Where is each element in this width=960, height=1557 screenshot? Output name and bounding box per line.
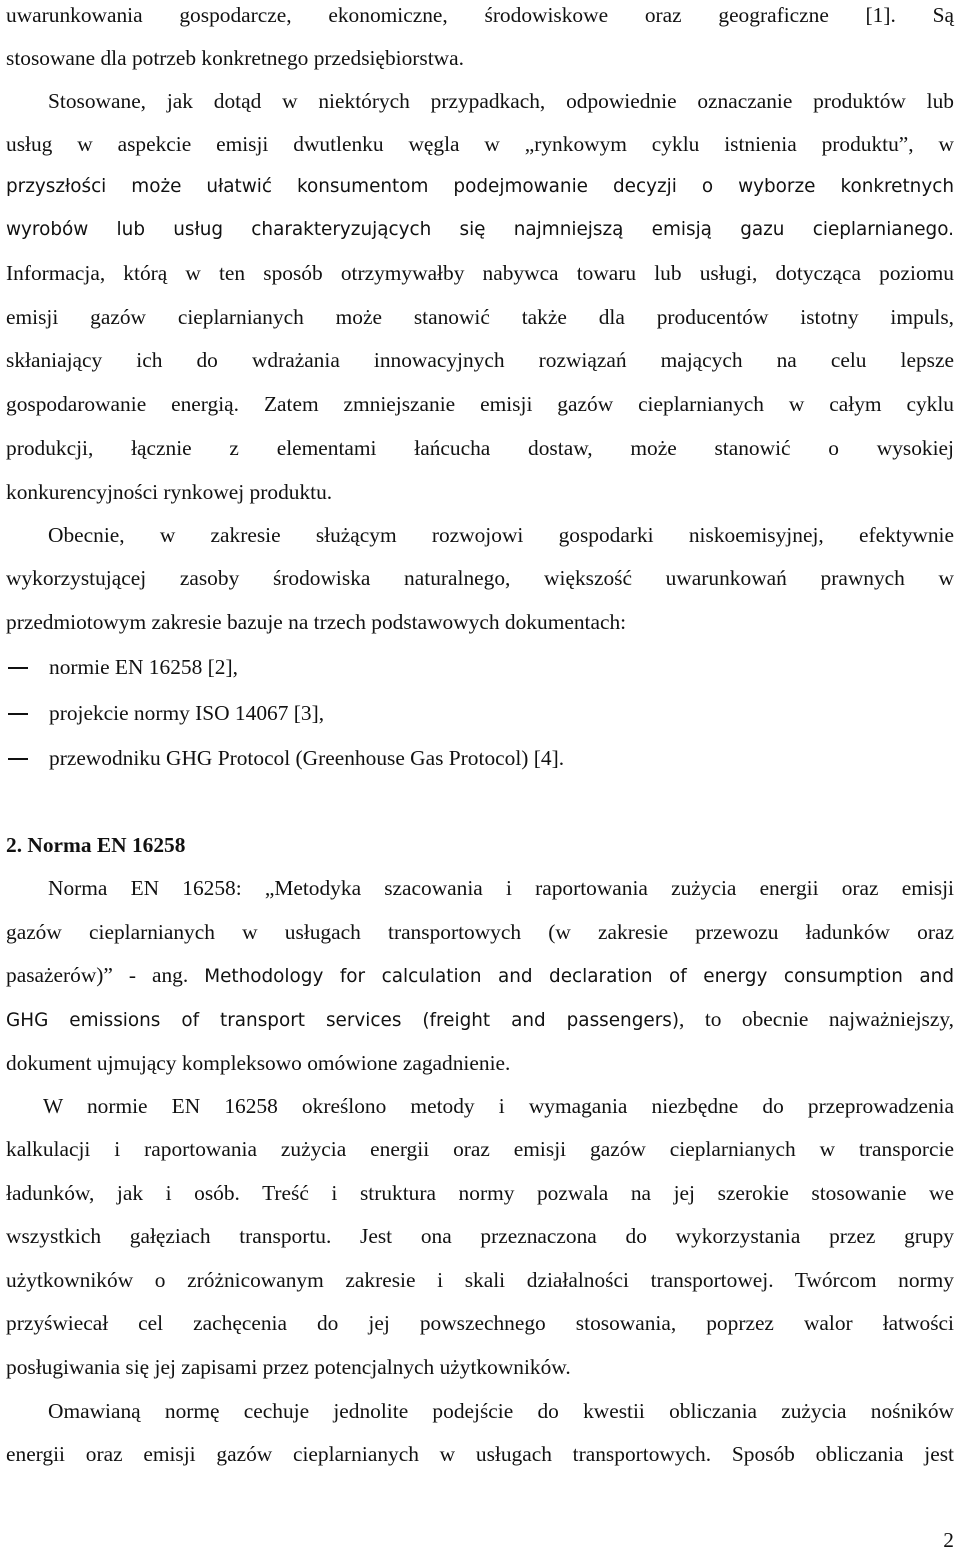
- text-line: [6, 960, 954, 992]
- text-line: przyświecał cel zachęcenia do jej powszechnego stosowania, poprzez walor łatwości: [6, 1311, 954, 1335]
- page-number: 2: [943, 1528, 954, 1552]
- text-segment: pasażerów)” - ang.: [6, 963, 205, 987]
- text-line: posługiwania się jej zapisami przez potencjalnych użytkowników.: [6, 1355, 571, 1379]
- text-line: emisji gazów cieplarnianych może stanowić także dla producentów istotny impuls,: [6, 305, 954, 329]
- text-line: dokument ujmujący kompleksowo omówione zagadnienie.: [6, 1051, 511, 1075]
- text-line: wykorzystującej zasoby środowiska naturalnego, większość uwarunkowań prawnych w: [6, 566, 954, 590]
- list-item-text: projekcie normy ISO 14067 [3],: [49, 701, 325, 725]
- text-line: wyrobów lub usług charakteryzujących się najmniejszą emisją gazu cieplarnianego.: [6, 219, 954, 240]
- dash-bullet-icon: [8, 713, 28, 715]
- text-line: Norma EN 16258: „Metodyka szacowania i raportowania zużycia energii oraz emisji: [48, 876, 954, 900]
- text-line: Omawianą normę cechuje jednolite podejście do kwestii obliczania zużycia nośników: [48, 1399, 954, 1423]
- text-segment: , to obecnie najważniejszy,: [679, 1007, 954, 1031]
- section-heading: 2. Norma EN 16258: [6, 833, 186, 857]
- text-line: energii oraz emisji gazów cieplarnianych w usługach transportowych. Sposób obliczania jest: [6, 1442, 954, 1466]
- text-line: skłaniający ich do wdrażania innowacyjnych rozwiązań mających na celu lepsze: [6, 348, 954, 372]
- english-title-segment: GHG emissions of transport services (freight and passengers): [6, 1010, 680, 1031]
- text-line: przyszłości może ułatwić konsumentom podejmowanie decyzji o wyborze konkretnych: [6, 176, 954, 197]
- text-line: uwarunkowania gospodarcze, ekonomiczne, środowiskowe oraz geograficzne [1]. Są: [6, 3, 954, 27]
- list-item-text: normie EN 16258 [2],: [49, 655, 238, 679]
- text-line: ładunków, jak i osób. Treść i struktura normy pozwala na jej szerokie stosowanie we: [6, 1181, 954, 1205]
- text-line: usług w aspekcie emisji dwutlenku węgla w „rynkowym cyklu istnienia produktu”, w: [6, 132, 954, 156]
- dash-bullet-icon: [8, 758, 28, 760]
- text-line: gazów cieplarnianych w usługach transportowych (w zakresie przewozu ładunków oraz: [6, 920, 954, 944]
- text-line: gospodarowanie energią. Zatem zmniejszanie emisji gazów cieplarnianych w całym cyklu: [6, 392, 954, 416]
- text-line: W normie EN 16258 określono metody i wymagania niezbędne do przeprowadzenia: [43, 1094, 954, 1118]
- text-line: [6, 1004, 954, 1036]
- text-line: Obecnie, w zakresie służącym rozwojowi gospodarki niskoemisyjnej, efektywnie: [48, 523, 954, 547]
- list-item-text: przewodniku GHG Protocol (Greenhouse Gas Protocol) [4].: [49, 746, 565, 770]
- text-line: konkurencyjności rynkowej produktu.: [6, 480, 333, 504]
- text-line: przedmiotowym zakresie bazuje na trzech podstawowych dokumentach:: [6, 610, 627, 634]
- dash-bullet-icon: [8, 667, 28, 669]
- text-line: użytkowników o zróżnicowanym zakresie i skali działalności transportowej. Twórcom normy: [6, 1268, 954, 1292]
- english-title-segment: Methodology for calculation and declaration of energy consumption and: [204, 966, 954, 987]
- text-line: kalkulacji i raportowania zużycia energii oraz emisji gazów cieplarnianych w transporcie: [6, 1137, 954, 1161]
- text-line: Informacja, którą w ten sposób otrzymywałby nabywca towaru lub usługi, dotycząca poziomu: [6, 261, 954, 285]
- text-line: Stosowane, jak dotąd w niektórych przypadkach, odpowiednie oznaczanie produktów lub: [48, 89, 954, 113]
- text-line: wszystkich gałęziach transportu. Jest ona przeznaczona do wykorzystania przez grupy: [6, 1224, 954, 1248]
- text-line: stosowane dla potrzeb konkretnego przedsiębiorstwa.: [6, 46, 464, 70]
- text-line: produkcji, łącznie z elementami łańcucha dostaw, może stanowić o wysokiej: [6, 436, 954, 460]
